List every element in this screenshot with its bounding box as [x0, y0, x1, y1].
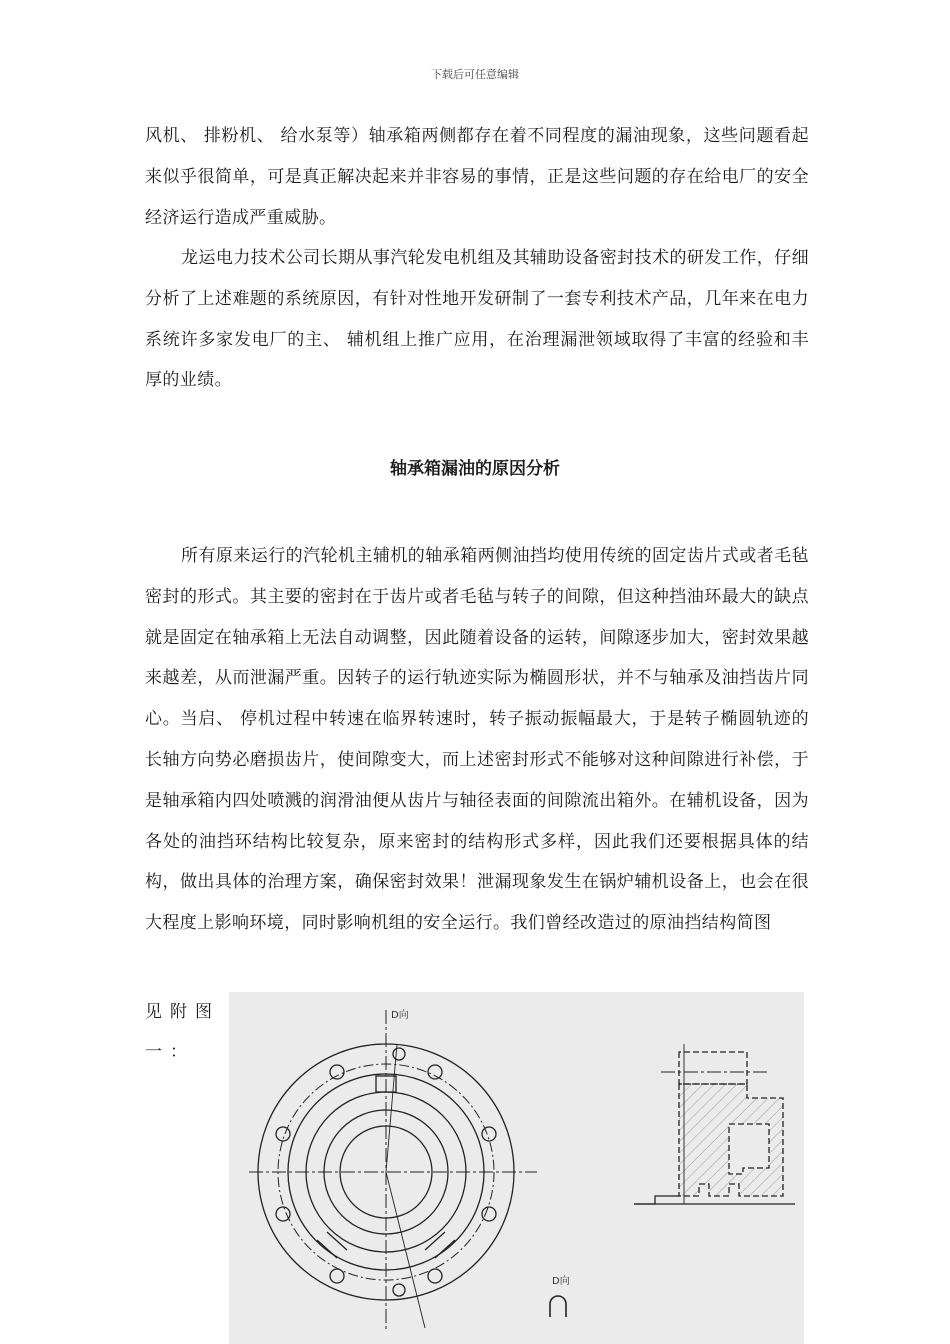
figure-reference-line1: 见附图	[145, 1002, 220, 1022]
seal-section-view	[634, 1044, 795, 1204]
paragraph-analysis: 所有原来运行的汽轮机主辅机的轴承箱两侧油挡均使用传统的固定齿片式或者毛毡密封的形式。其主要的密封在于齿片或者毛毡与转子的间隙，但这种挡油环最大的缺点就是固定在轴承箱上无法自动调整，因此随着设备的运转，间隙逐步加大，密封效果越来越差，从而泄漏严重。因转子的运行轨迹实际为椭圆形状，并不与轴承及油挡齿片同心。当启、 停机过程中转速在临界转速时，转子振动振幅最大，于是转子椭圆轨迹的长轴方向势必磨损齿片，使间隙变大，而上述密封形式不能够对这种间隙进行补偿，于是轴承箱内四处喷溅的润滑油便从齿片与轴径表面的间隙流出箱外。在辅机设备，因为各处的油挡环结构比较复杂，原来密封的结构形式多样，因此我们还要根据具体的结构，做出具体的治理方案，确保密封效果！泄漏现象发生在锅炉辅机设备上，也会在很大程度上影响环境，同时影响机组的安全运行。我们曾经改造过的原油挡结构简图	[145, 546, 809, 934]
page-header: 下载后可任意编辑	[431, 68, 519, 81]
view-label-bottom: D向	[552, 1276, 570, 1287]
view-label-top: D向	[391, 1010, 409, 1021]
figure-reference-line2: 一：	[145, 1042, 195, 1062]
paragraph-company: 龙运电力技术公司长期从事汽轮发电机组及其辅助设备密封技术的研发工作，仔细分析了上述难题的系统原因，有针对性地开发研制了一套专利技术产品，几年来在电力系统许多家发电厂的主、 辅机组上推广应用，在治理漏泄领域取得了丰富的经验和丰厚的业绩。	[145, 248, 809, 391]
section-heading: 轴承箱漏油的原因分析	[390, 459, 560, 479]
paragraph-intro: 风机、 排粉机、 给水泵等）轴承箱两侧都存在着不同程度的漏油现象，这些问题看起来似乎很简单，可是真正解决起来并非容易的事情，正是这些问题的存在给电厂的安全经济运行造成严重威胁。	[145, 126, 809, 228]
oil-seal-drawing	[229, 992, 804, 1344]
oil-seal-structure-figure	[229, 992, 804, 1344]
figure-reference	[145, 992, 225, 1072]
section-arrow-mark	[550, 1296, 566, 1317]
flange-front-view	[249, 1010, 537, 1332]
